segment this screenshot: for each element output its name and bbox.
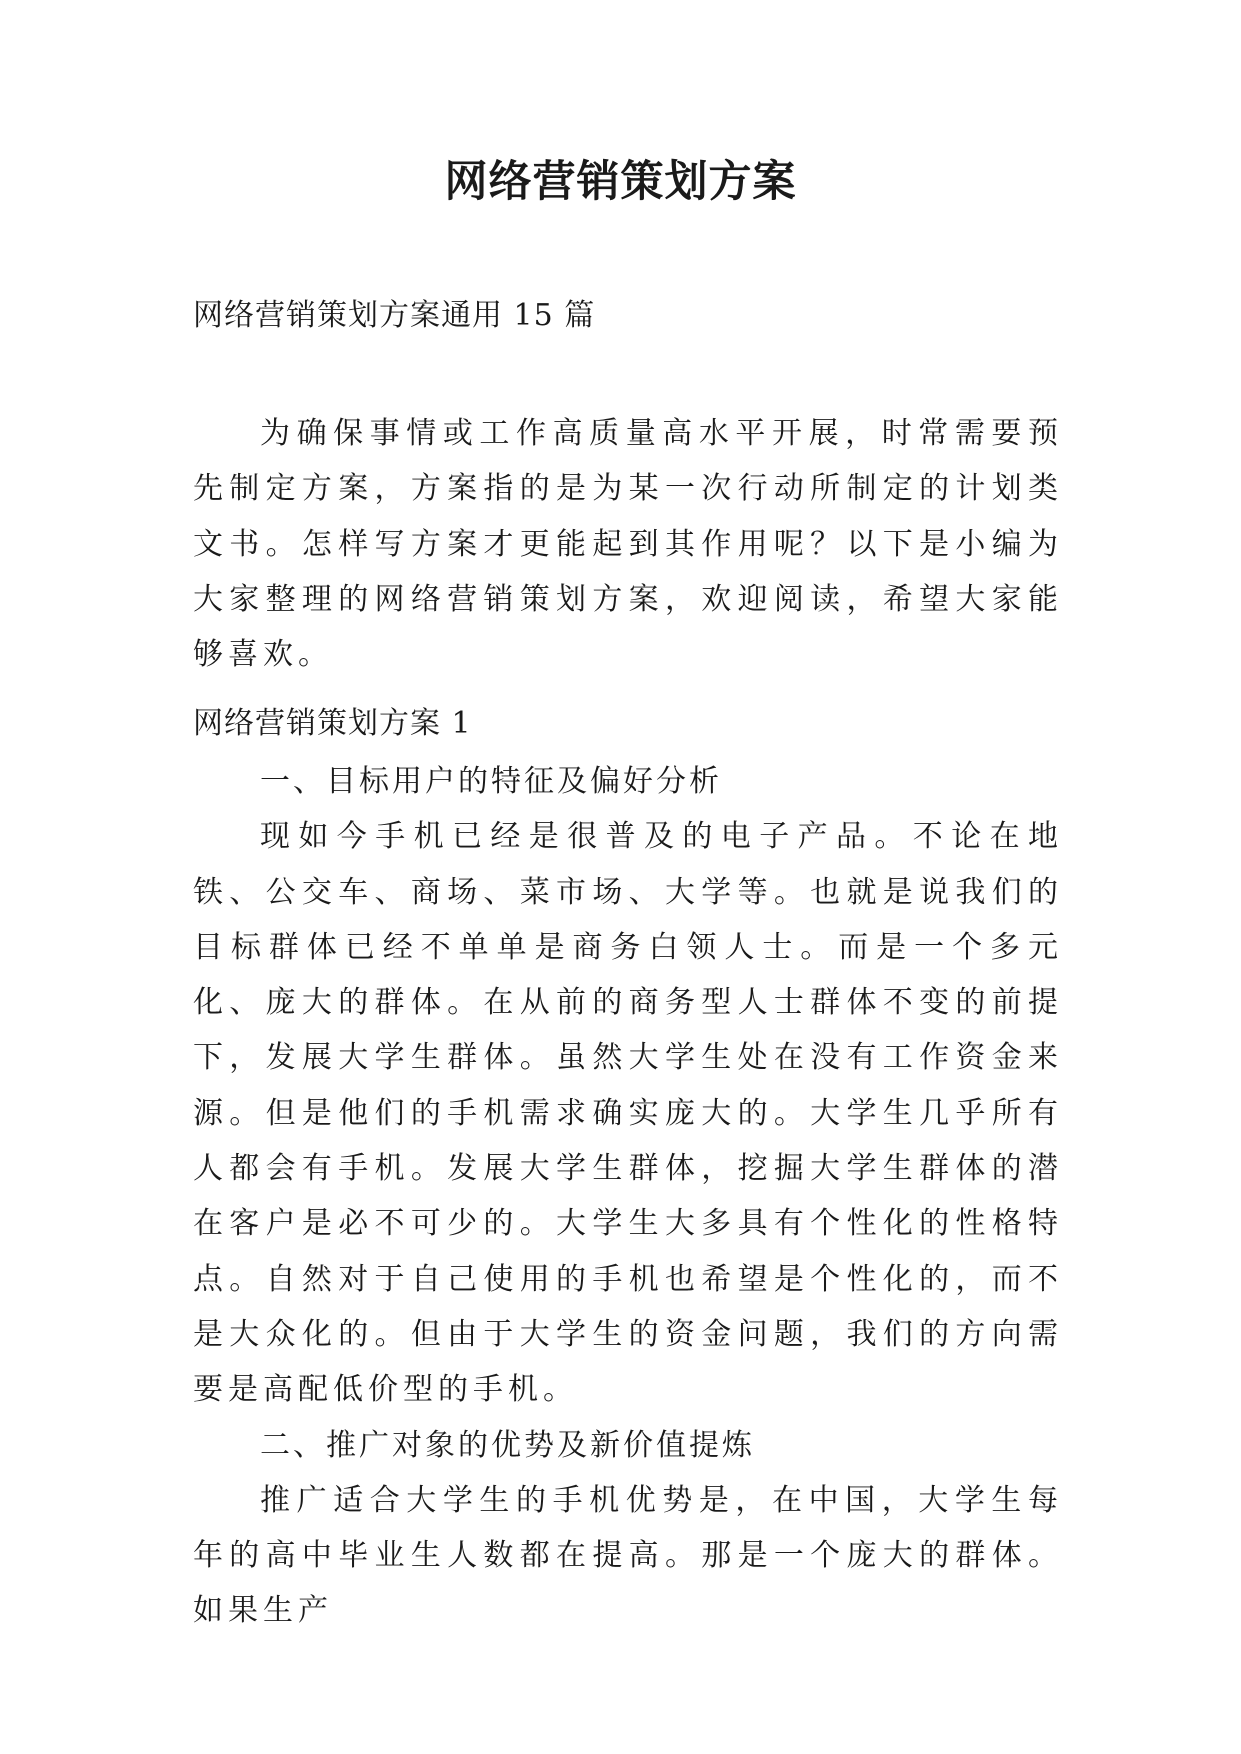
section-heading-1: 一、目标用户的特征及偏好分析 (260, 764, 722, 799)
section-heading-2: 二、推广对象的优势及新价值提炼 (260, 1427, 755, 1463)
body-paragraph-2: 推广适合大学生的手机优势是，在中国，大学生每年的高中毕业生人数都在提高。那是一个庞大的群体。如果生产 (193, 1482, 1063, 1629)
section-1 (193, 700, 1063, 1639)
document-title: 网络营销策划方案 (444, 157, 797, 207)
intro-paragraph: 为确保事情或工作高质量高水平开展，时常需要预先制定方案，方案指的是为某一次行动所制定的计划类文书。怎样写方案才更能起到其作用呢？以下是小编为大家整理的网络营销策划方案，欢迎阅读，希望大家能够喜欢。 (193, 416, 1063, 673)
body-paragraph-1: 现如今手机已经是很普及的电子产品。不论在地铁、公交车、商场、菜市场、大学等。也就是说我们的目标群体已经不单单是商务白领人士。而是一个多元化、庞大的群体。在从前的商务型人士群体不变的前提下，发展大学生群体。虽然大学生处在没有工作资金来源。但是他们的手机需求确实庞大的。大学生几乎所有人都会有手机。发展大学生群体，挖掘大学生群体的潜在客户是必不可少的。大学生大多具有个性化的性格特点。自然对于自己使用的手机也希望是个性化的，而不是大众化的。但由于大学生的资金问题，我们的方向需要是高配低价型的手机。 (193, 819, 1063, 1408)
section-title: 网络营销策划方案 1 (193, 706, 472, 741)
document-subtitle: 网络营销策划方案通用 15 篇 (193, 298, 596, 333)
